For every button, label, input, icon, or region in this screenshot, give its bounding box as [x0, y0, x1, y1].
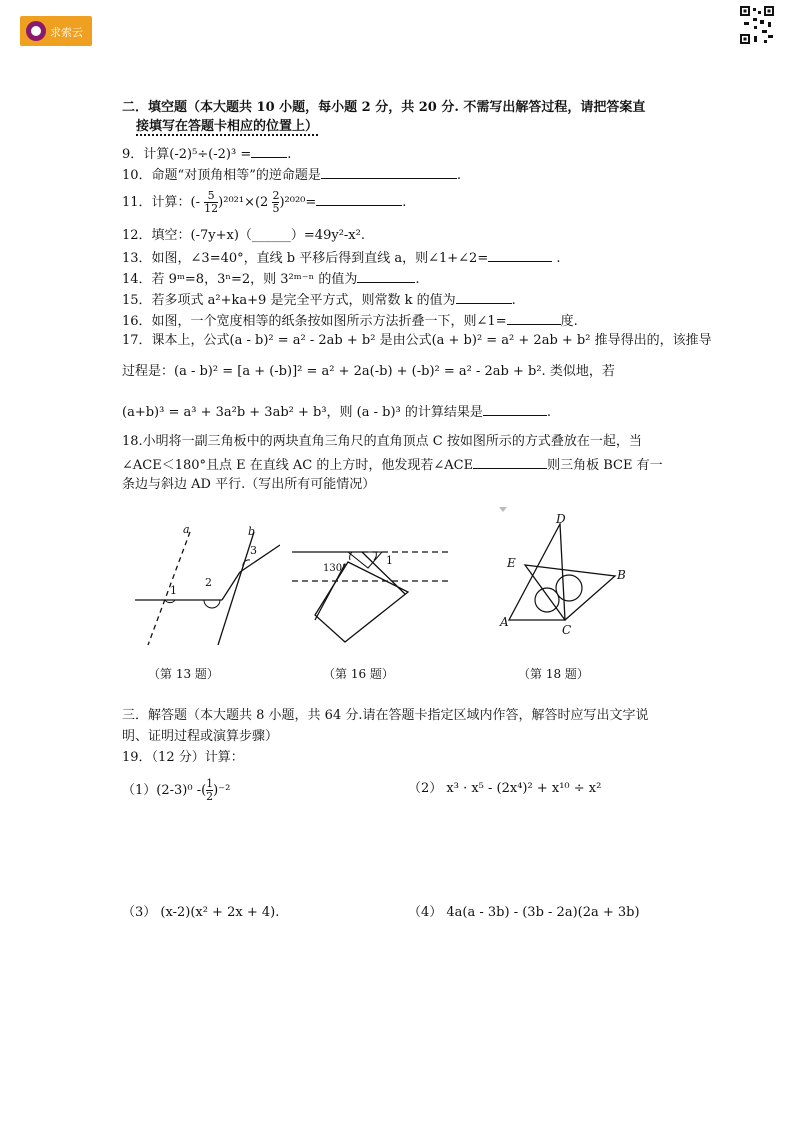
fig13-label-3: 3: [250, 544, 257, 557]
logo-text: 求索云: [50, 26, 83, 39]
fig18-label-A: A: [500, 615, 509, 629]
fig16-caption: （第 16 题）: [323, 667, 394, 681]
fig16-label-130: 130°: [323, 563, 348, 574]
question-15: 15．若多项式 a²+ka+9 是完全平方式，则常数 k 的值为 .: [122, 293, 516, 308]
question-17-line3: (a+b)³ = a³ + 3a²b + 3ab² + b³，则 (a - b)³ 的计算结果是 .: [122, 405, 552, 420]
question-10: 10．命题“对顶角相等”的逆命题是 .: [122, 168, 461, 183]
section-3-heading-line2: 明、证明过程或演算步骤）: [122, 729, 279, 744]
fig18-label-B: B: [617, 568, 626, 582]
fig18-label-D: D: [556, 512, 566, 526]
question-18-line3: 条边与斜边 AD 平行.（写出所有可能情况）: [122, 477, 376, 492]
question-12: 12．填空：(-7y+x)（______）=49y²-x².: [122, 228, 365, 243]
question-18-line1: 18.小明将一副三角板中的两块直角三角尺的直角顶点 C 按如图所示的方式叠放在一起，当: [122, 434, 642, 449]
brand-logo: [20, 16, 92, 46]
question-19-part1: （1）(2-3)⁰ -( $\frac{1}{2}$ )⁻²: [122, 777, 231, 803]
fig13-label-b: b: [248, 525, 256, 538]
fig18-label-E: E: [507, 556, 516, 570]
section-2-heading-line1: 二．填空题（本大题共 10 小题，每小题 2 分，共 20 分. 不需写出解答过程，请把答案直: [122, 100, 646, 115]
fig13-label-2: 2: [205, 576, 212, 589]
flower-icon: [26, 21, 46, 41]
question-9: 9．计算(-2)⁵÷(-2)³ = .: [122, 147, 292, 162]
question-14: 14．若 9ᵐ=8，3ⁿ=2，则 3²ᵐ⁻ⁿ 的值为 .: [122, 272, 420, 287]
section-3-heading-line1: 三．解答题（本大题共 8 小题，共 64 分.请在答题卡指定区域内作答，解答时应写出文字说: [122, 708, 649, 723]
fig13-label-a: a: [183, 523, 190, 536]
question-19-title: 19．（12 分）计算：: [122, 750, 244, 765]
fig16-label-1: 1: [386, 554, 393, 567]
question-19-part3: （3） (x-2)(x² + 2x + 4).: [122, 905, 280, 920]
figure-16: [290, 540, 455, 650]
question-17-line1: 17．课本上，公式(a - b)² = a² - 2ab + b² 是由公式(a + b)² = a² + 2ab + b² 推导得出的，该推导: [122, 333, 712, 348]
qr-code-icon: [740, 6, 776, 46]
question-19-part4: （4） 4a(a - 3b) - (3b - 2a)(2a + 3b): [408, 905, 640, 920]
fig18-caption: （第 18 题）: [518, 667, 589, 681]
question-16: 16．如图，一个宽度相等的纸条按如图所示方法折叠一下，则∠1= 度.: [122, 314, 578, 329]
question-17-line2: 过程是：(a - b)² = [a + (-b)]² = a² + 2a(-b) + (-b)² = a² - 2ab + b². 类似地，若: [122, 364, 615, 379]
question-13: 13．如图，∠3=40°，直线 b 平移后得到直线 a，则∠1+∠2= .: [122, 251, 561, 266]
fig13-label-1: 1: [170, 584, 177, 597]
section-2-heading-line2: 接填写在答题卡相应的位置上）: [136, 119, 319, 134]
question-19-part2: （2） x³ · x⁵ - (2x⁴)² + x¹⁰ ÷ x²: [408, 781, 602, 796]
question-18-line2: ∠ACE＜180°且点 E 在直线 AC 的上方时，他发现若∠ACE 则三角板 BCE 有一: [122, 458, 663, 473]
fig18-label-C: C: [562, 623, 572, 637]
question-11: 11．计算：(- $\frac{5}{12}$ )²⁰²¹×(2 $\frac{2}{5}$ )²⁰²⁰= .: [122, 189, 407, 215]
fig13-caption: （第 13 题）: [148, 667, 219, 681]
